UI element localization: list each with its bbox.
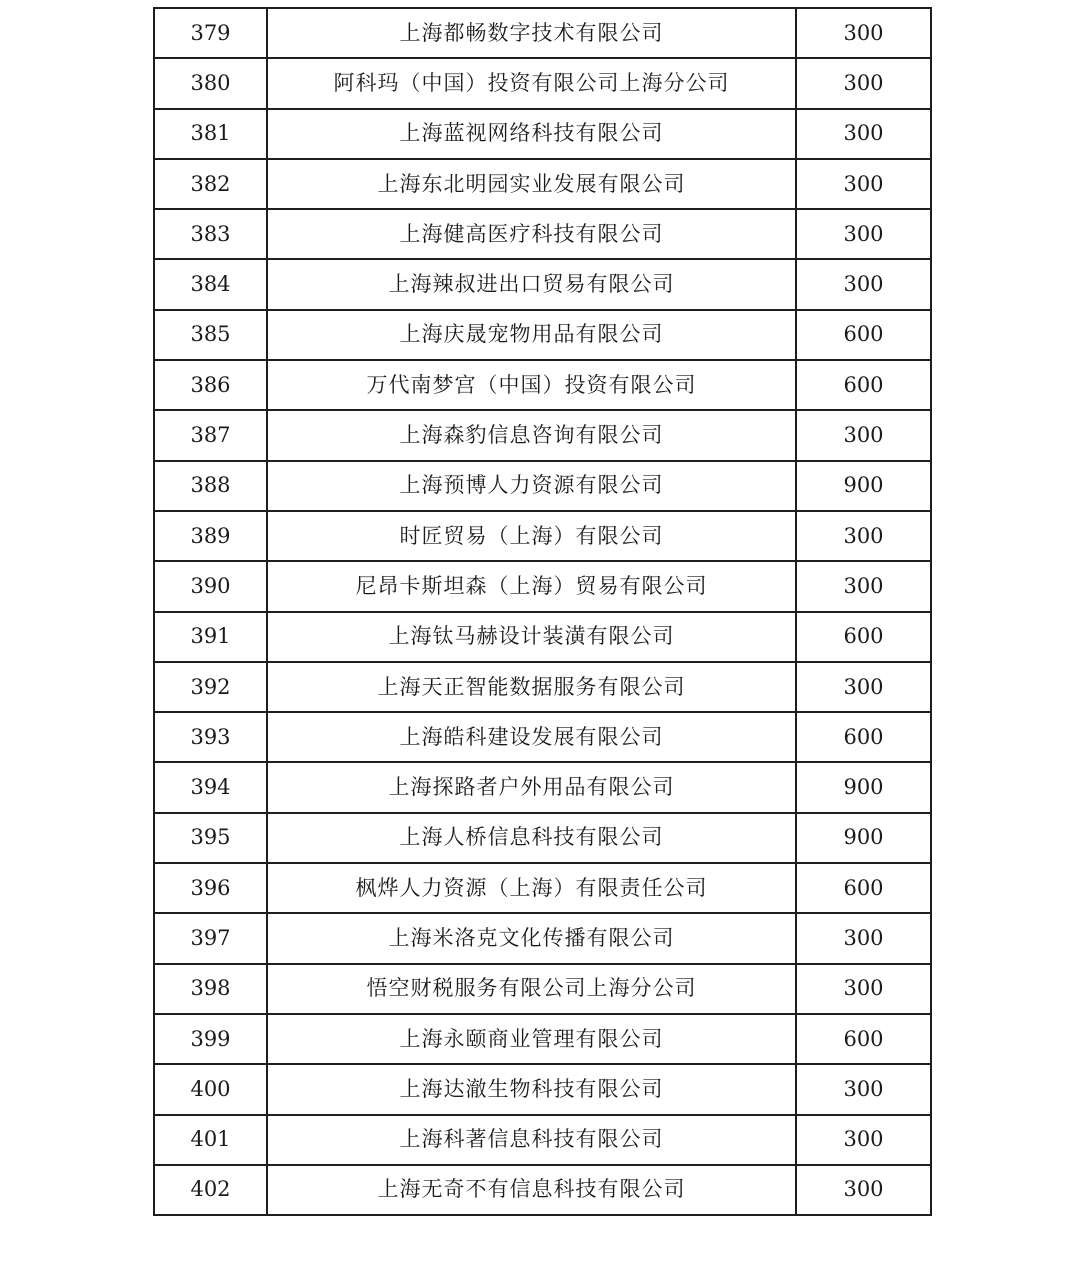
amount-cell: 300 (796, 561, 931, 611)
row-number-cell: 388 (154, 461, 267, 511)
table-row (154, 863, 931, 913)
table-row (154, 259, 931, 309)
table-row (154, 8, 931, 58)
company-name-cell: 上海辣叔进出口贸易有限公司 (267, 259, 796, 309)
table-row (154, 511, 931, 561)
table-row (154, 159, 931, 209)
amount-cell: 300 (796, 1115, 931, 1165)
amount-cell: 300 (796, 1064, 931, 1114)
company-name-cell: 尼昂卡斯坦森（上海）贸易有限公司 (267, 561, 796, 611)
row-number-cell: 391 (154, 612, 267, 662)
row-number-cell: 396 (154, 863, 267, 913)
amount-cell: 300 (796, 1165, 931, 1215)
row-number-cell: 389 (154, 511, 267, 561)
amount-cell: 300 (796, 511, 931, 561)
company-name-cell: 时匠贸易（上海）有限公司 (267, 511, 796, 561)
table-row (154, 209, 931, 259)
row-number-cell: 386 (154, 360, 267, 410)
table-row (154, 913, 931, 963)
company-name-cell: 上海探路者户外用品有限公司 (267, 762, 796, 812)
amount-cell: 300 (796, 964, 931, 1014)
company-name-cell: 上海天正智能数据服务有限公司 (267, 662, 796, 712)
row-number-cell: 400 (154, 1064, 267, 1114)
amount-cell: 600 (796, 712, 931, 762)
row-number-cell: 390 (154, 561, 267, 611)
amount-cell: 600 (796, 360, 931, 410)
amount-cell: 300 (796, 109, 931, 159)
table-row (154, 58, 931, 108)
row-number-cell: 393 (154, 712, 267, 762)
row-number-cell: 384 (154, 259, 267, 309)
row-number-cell: 383 (154, 209, 267, 259)
company-name-cell: 悟空财税服务有限公司上海分公司 (267, 964, 796, 1014)
row-number-cell: 398 (154, 964, 267, 1014)
row-number-cell: 395 (154, 813, 267, 863)
company-name-cell: 上海预博人力资源有限公司 (267, 461, 796, 511)
company-name-cell: 上海科著信息科技有限公司 (267, 1115, 796, 1165)
company-name-cell: 上海达澈生物科技有限公司 (267, 1064, 796, 1114)
amount-cell: 300 (796, 159, 931, 209)
row-number-cell: 379 (154, 8, 267, 58)
company-name-cell: 上海皓科建设发展有限公司 (267, 712, 796, 762)
amount-cell: 600 (796, 863, 931, 913)
company-name-cell: 上海森豹信息咨询有限公司 (267, 410, 796, 460)
table-row (154, 762, 931, 812)
company-name-cell: 上海永颐商业管理有限公司 (267, 1014, 796, 1064)
table-row (154, 712, 931, 762)
amount-cell: 300 (796, 913, 931, 963)
table-row (154, 964, 931, 1014)
amount-cell: 300 (796, 662, 931, 712)
row-number-cell: 382 (154, 159, 267, 209)
company-name-cell: 上海都畅数字技术有限公司 (267, 8, 796, 58)
table-row (154, 310, 931, 360)
amount-cell: 300 (796, 209, 931, 259)
table-row (154, 662, 931, 712)
table-row (154, 561, 931, 611)
company-name-cell: 上海东北明园实业发展有限公司 (267, 159, 796, 209)
amount-cell: 600 (796, 310, 931, 360)
amount-cell: 300 (796, 58, 931, 108)
amount-cell: 900 (796, 461, 931, 511)
row-number-cell: 402 (154, 1165, 267, 1215)
row-number-cell: 381 (154, 109, 267, 159)
company-name-cell: 上海健高医疗科技有限公司 (267, 209, 796, 259)
row-number-cell: 385 (154, 310, 267, 360)
company-name-cell: 上海蓝视网络科技有限公司 (267, 109, 796, 159)
row-number-cell: 401 (154, 1115, 267, 1165)
company-name-cell: 上海人桥信息科技有限公司 (267, 813, 796, 863)
table-row (154, 410, 931, 460)
amount-cell: 300 (796, 8, 931, 58)
table-row (154, 1014, 931, 1064)
row-number-cell: 380 (154, 58, 267, 108)
company-name-cell: 枫烨人力资源（上海）有限责任公司 (267, 863, 796, 913)
amount-cell: 600 (796, 1014, 931, 1064)
amount-cell: 900 (796, 762, 931, 812)
table-body (154, 8, 931, 1215)
table-row (154, 1115, 931, 1165)
row-number-cell: 392 (154, 662, 267, 712)
company-name-cell: 上海米洛克文化传播有限公司 (267, 913, 796, 963)
company-name-cell: 上海庆晟宠物用品有限公司 (267, 310, 796, 360)
table-row (154, 109, 931, 159)
table-row (154, 1064, 931, 1114)
table-row (154, 360, 931, 410)
company-name-cell: 上海无奇不有信息科技有限公司 (267, 1165, 796, 1215)
table-row (154, 813, 931, 863)
amount-cell: 300 (796, 410, 931, 460)
amount-cell: 900 (796, 813, 931, 863)
table-row (154, 612, 931, 662)
amount-cell: 600 (796, 612, 931, 662)
company-name-cell: 万代南梦宫（中国）投资有限公司 (267, 360, 796, 410)
company-name-cell: 上海钛马赫设计装潢有限公司 (267, 612, 796, 662)
table-row (154, 461, 931, 511)
amount-cell: 300 (796, 259, 931, 309)
row-number-cell: 397 (154, 913, 267, 963)
row-number-cell: 394 (154, 762, 267, 812)
row-number-cell: 399 (154, 1014, 267, 1064)
company-list-table (153, 7, 932, 1216)
company-name-cell: 阿科玛（中国）投资有限公司上海分公司 (267, 58, 796, 108)
table-row (154, 1165, 931, 1215)
row-number-cell: 387 (154, 410, 267, 460)
